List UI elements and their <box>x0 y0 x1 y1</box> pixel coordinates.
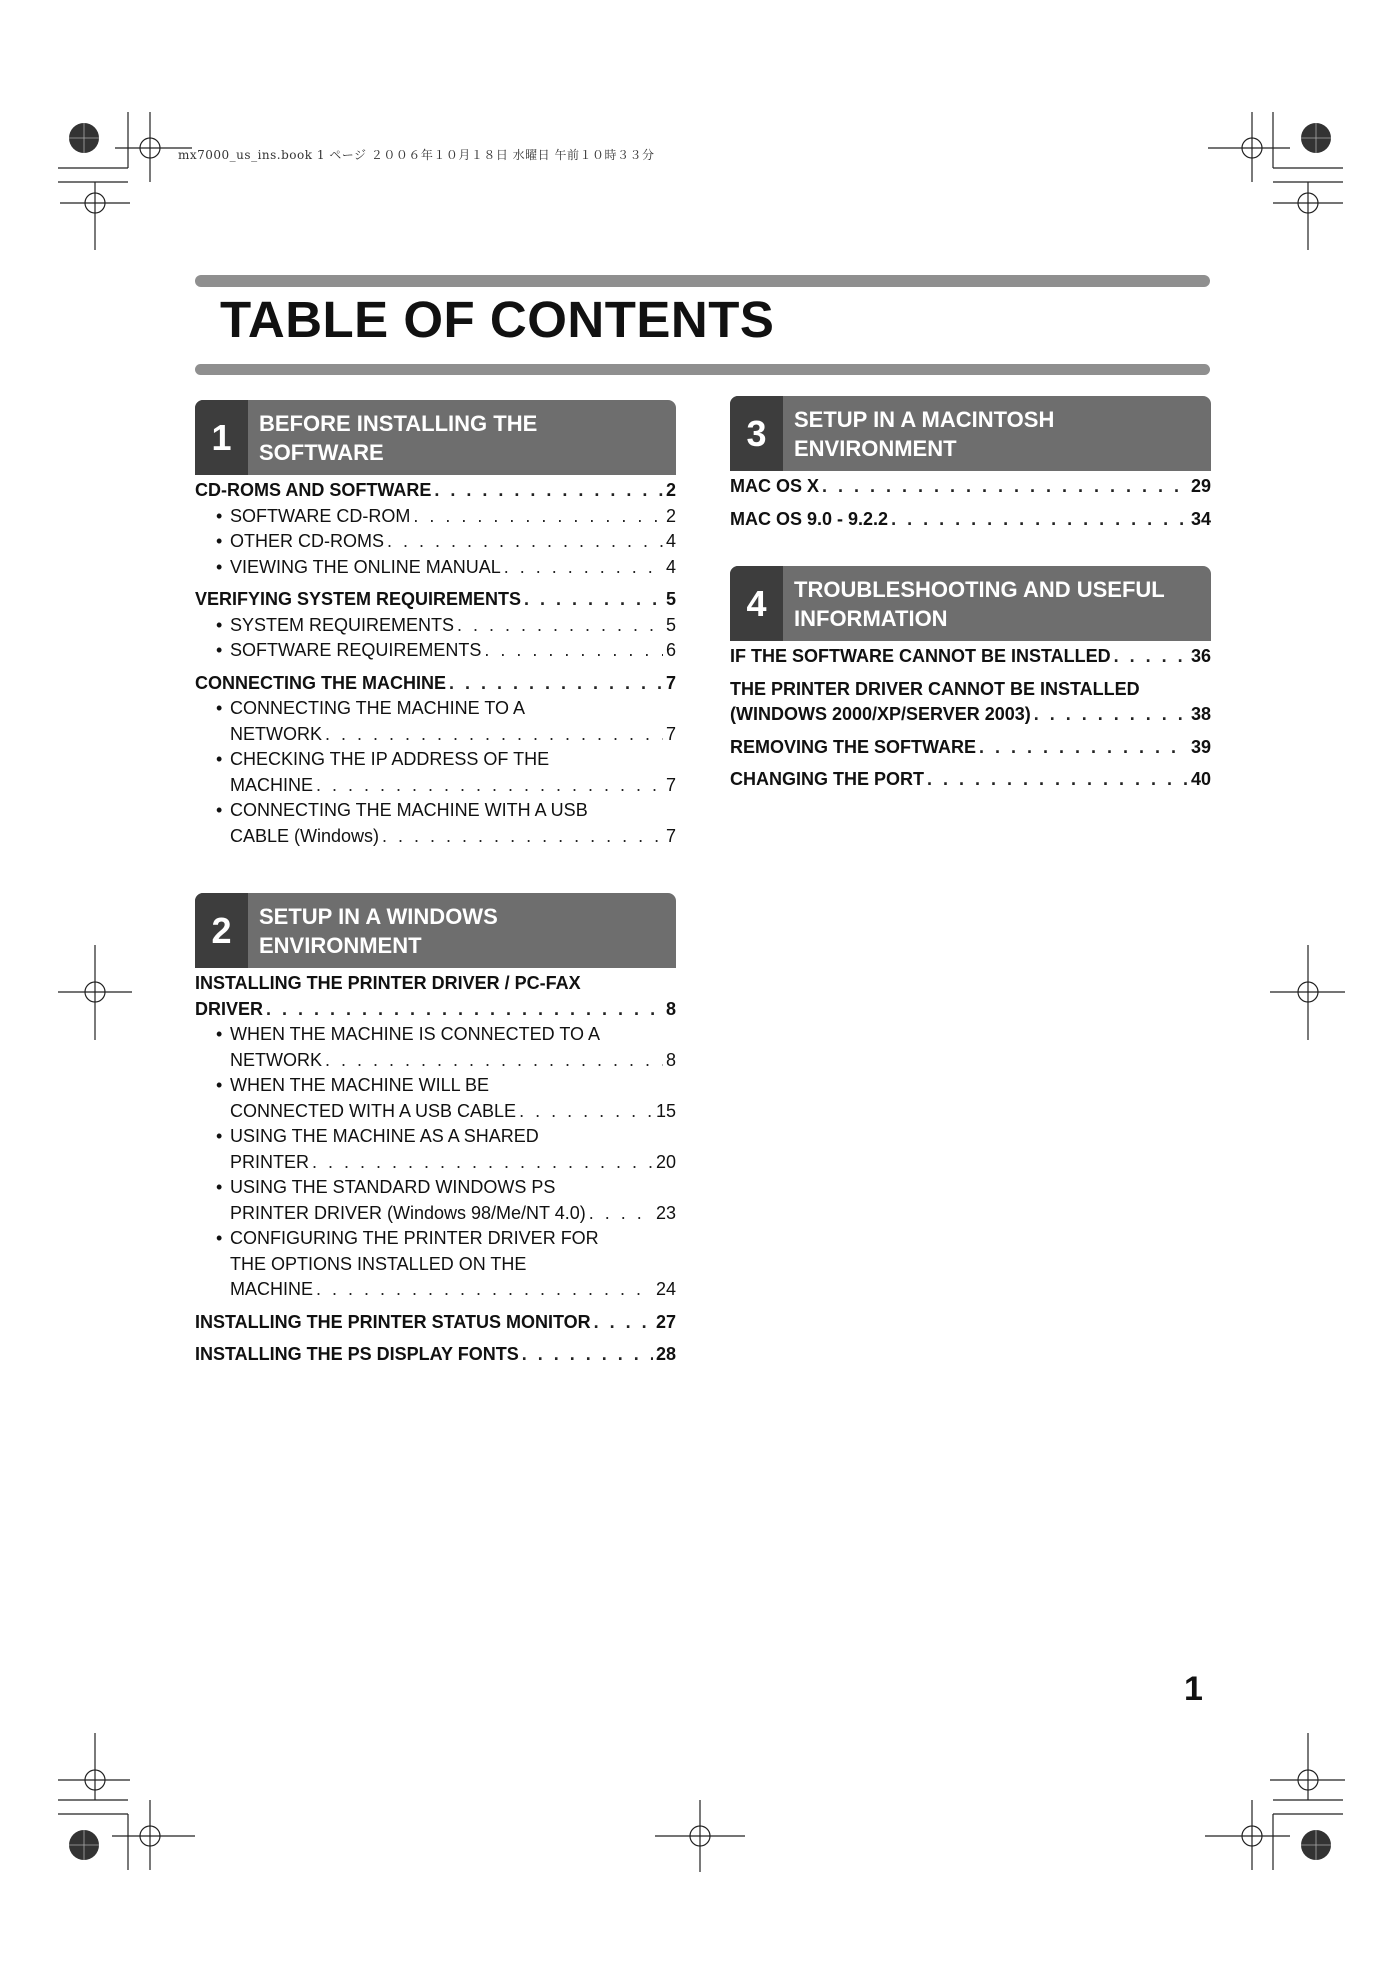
toc-entry[interactable]: MAC OS X . . . 29 <box>730 474 1211 500</box>
section-header <box>730 396 1211 471</box>
toc-list <box>195 478 676 849</box>
section-header <box>195 893 676 968</box>
section-number: 2 <box>195 893 248 968</box>
toc-entry[interactable]: • SOFTWARE REQUIREMENTS . . . 6 <box>195 638 676 664</box>
toc-list <box>195 971 676 1368</box>
toc-entry[interactable]: • USING THE STANDARD WINDOWS PS PRINTER DRIVER (Windows 98/Me/NT 4.0) . . . 23 <box>195 1175 676 1226</box>
toc-entry[interactable]: CHANGING THE PORT . . . 40 <box>730 767 1211 793</box>
toc-entry[interactable]: • CONNECTING THE MACHINE WITH A USB CABLE (Windows) . . . 7 <box>195 798 676 849</box>
toc-entry[interactable]: REMOVING THE SOFTWARE . . . 39 <box>730 735 1211 761</box>
page-title: TABLE OF CONTENTS <box>220 291 775 348</box>
toc-entry[interactable]: INSTALLING THE PS DISPLAY FONTS . . . 28 <box>195 1342 676 1368</box>
section-number: 3 <box>730 396 783 471</box>
section-title: TROUBLESHOOTING AND USEFUL INFORMATION <box>794 577 1165 631</box>
toc-entry[interactable]: • SYSTEM REQUIREMENTS . . . 5 <box>195 613 676 639</box>
section-header <box>730 566 1211 641</box>
title-rule-top <box>195 275 1210 287</box>
toc-entry[interactable]: THE PRINTER DRIVER CANNOT BE INSTALLED (WINDOWS 2000/XP/SERVER 2003) . . . 38 <box>730 677 1211 728</box>
toc-entry[interactable]: INSTALLING THE PRINTER STATUS MONITOR . . . 27 <box>195 1310 676 1336</box>
toc-entry[interactable]: IF THE SOFTWARE CANNOT BE INSTALLED . . . 36 <box>730 644 1211 670</box>
toc-entry[interactable]: • USING THE MACHINE AS A SHARED PRINTER . . . 20 <box>195 1124 676 1175</box>
toc-entry[interactable]: CONNECTING THE MACHINE . . . 7 <box>195 671 676 697</box>
toc-entry[interactable]: • WHEN THE MACHINE WILL BE CONNECTED WITH A USB CABLE . . . 15 <box>195 1073 676 1124</box>
toc-entry[interactable]: CD-ROMS AND SOFTWARE . . . 2 <box>195 478 676 504</box>
toc-entry[interactable]: MAC OS 9.0 - 9.2.2 . . . 34 <box>730 507 1211 533</box>
toc-entry[interactable]: VERIFYING SYSTEM REQUIREMENTS . . . 5 <box>195 587 676 613</box>
toc-entry[interactable]: • VIEWING THE ONLINE MANUAL . . . 4 <box>195 555 676 581</box>
toc-entry[interactable]: • SOFTWARE CD-ROM . . . 2 <box>195 504 676 530</box>
toc-entry[interactable]: • CONNECTING THE MACHINE TO A NETWORK . . . 7 <box>195 696 676 747</box>
toc-list <box>730 474 1211 532</box>
page-number: 1 <box>1184 1670 1203 1708</box>
section-header <box>195 400 676 475</box>
toc-entry[interactable]: • OTHER CD-ROMS . . . 4 <box>195 529 676 555</box>
toc-entry[interactable]: • CHECKING THE IP ADDRESS OF THE MACHINE . . . 7 <box>195 747 676 798</box>
section-title: SETUP IN A WINDOWS ENVIRONMENT <box>259 904 498 958</box>
section-number: 1 <box>195 400 248 475</box>
section-number: 4 <box>730 566 783 641</box>
toc-list <box>730 644 1211 793</box>
section-title: SETUP IN A MACINTOSH ENVIRONMENT <box>794 407 1055 461</box>
toc-entry[interactable]: INSTALLING THE PRINTER DRIVER / PC-FAX DRIVER . . . 8 <box>195 971 676 1022</box>
toc-entry[interactable]: • WHEN THE MACHINE IS CONNECTED TO A NETWORK . . . 8 <box>195 1022 676 1073</box>
section-title: BEFORE INSTALLING THE SOFTWARE <box>259 411 538 465</box>
toc-entry[interactable]: • CONFIGURING THE PRINTER DRIVER FOR THE OPTIONS INSTALLED ON THE MACHINE . . . 24 <box>195 1226 676 1303</box>
title-rule-bottom <box>195 364 1210 375</box>
print-header-line: mx7000_us_ins.book 1 ページ ２００６年１０月１８日 水曜日 午前１０時３３分 <box>178 148 655 162</box>
